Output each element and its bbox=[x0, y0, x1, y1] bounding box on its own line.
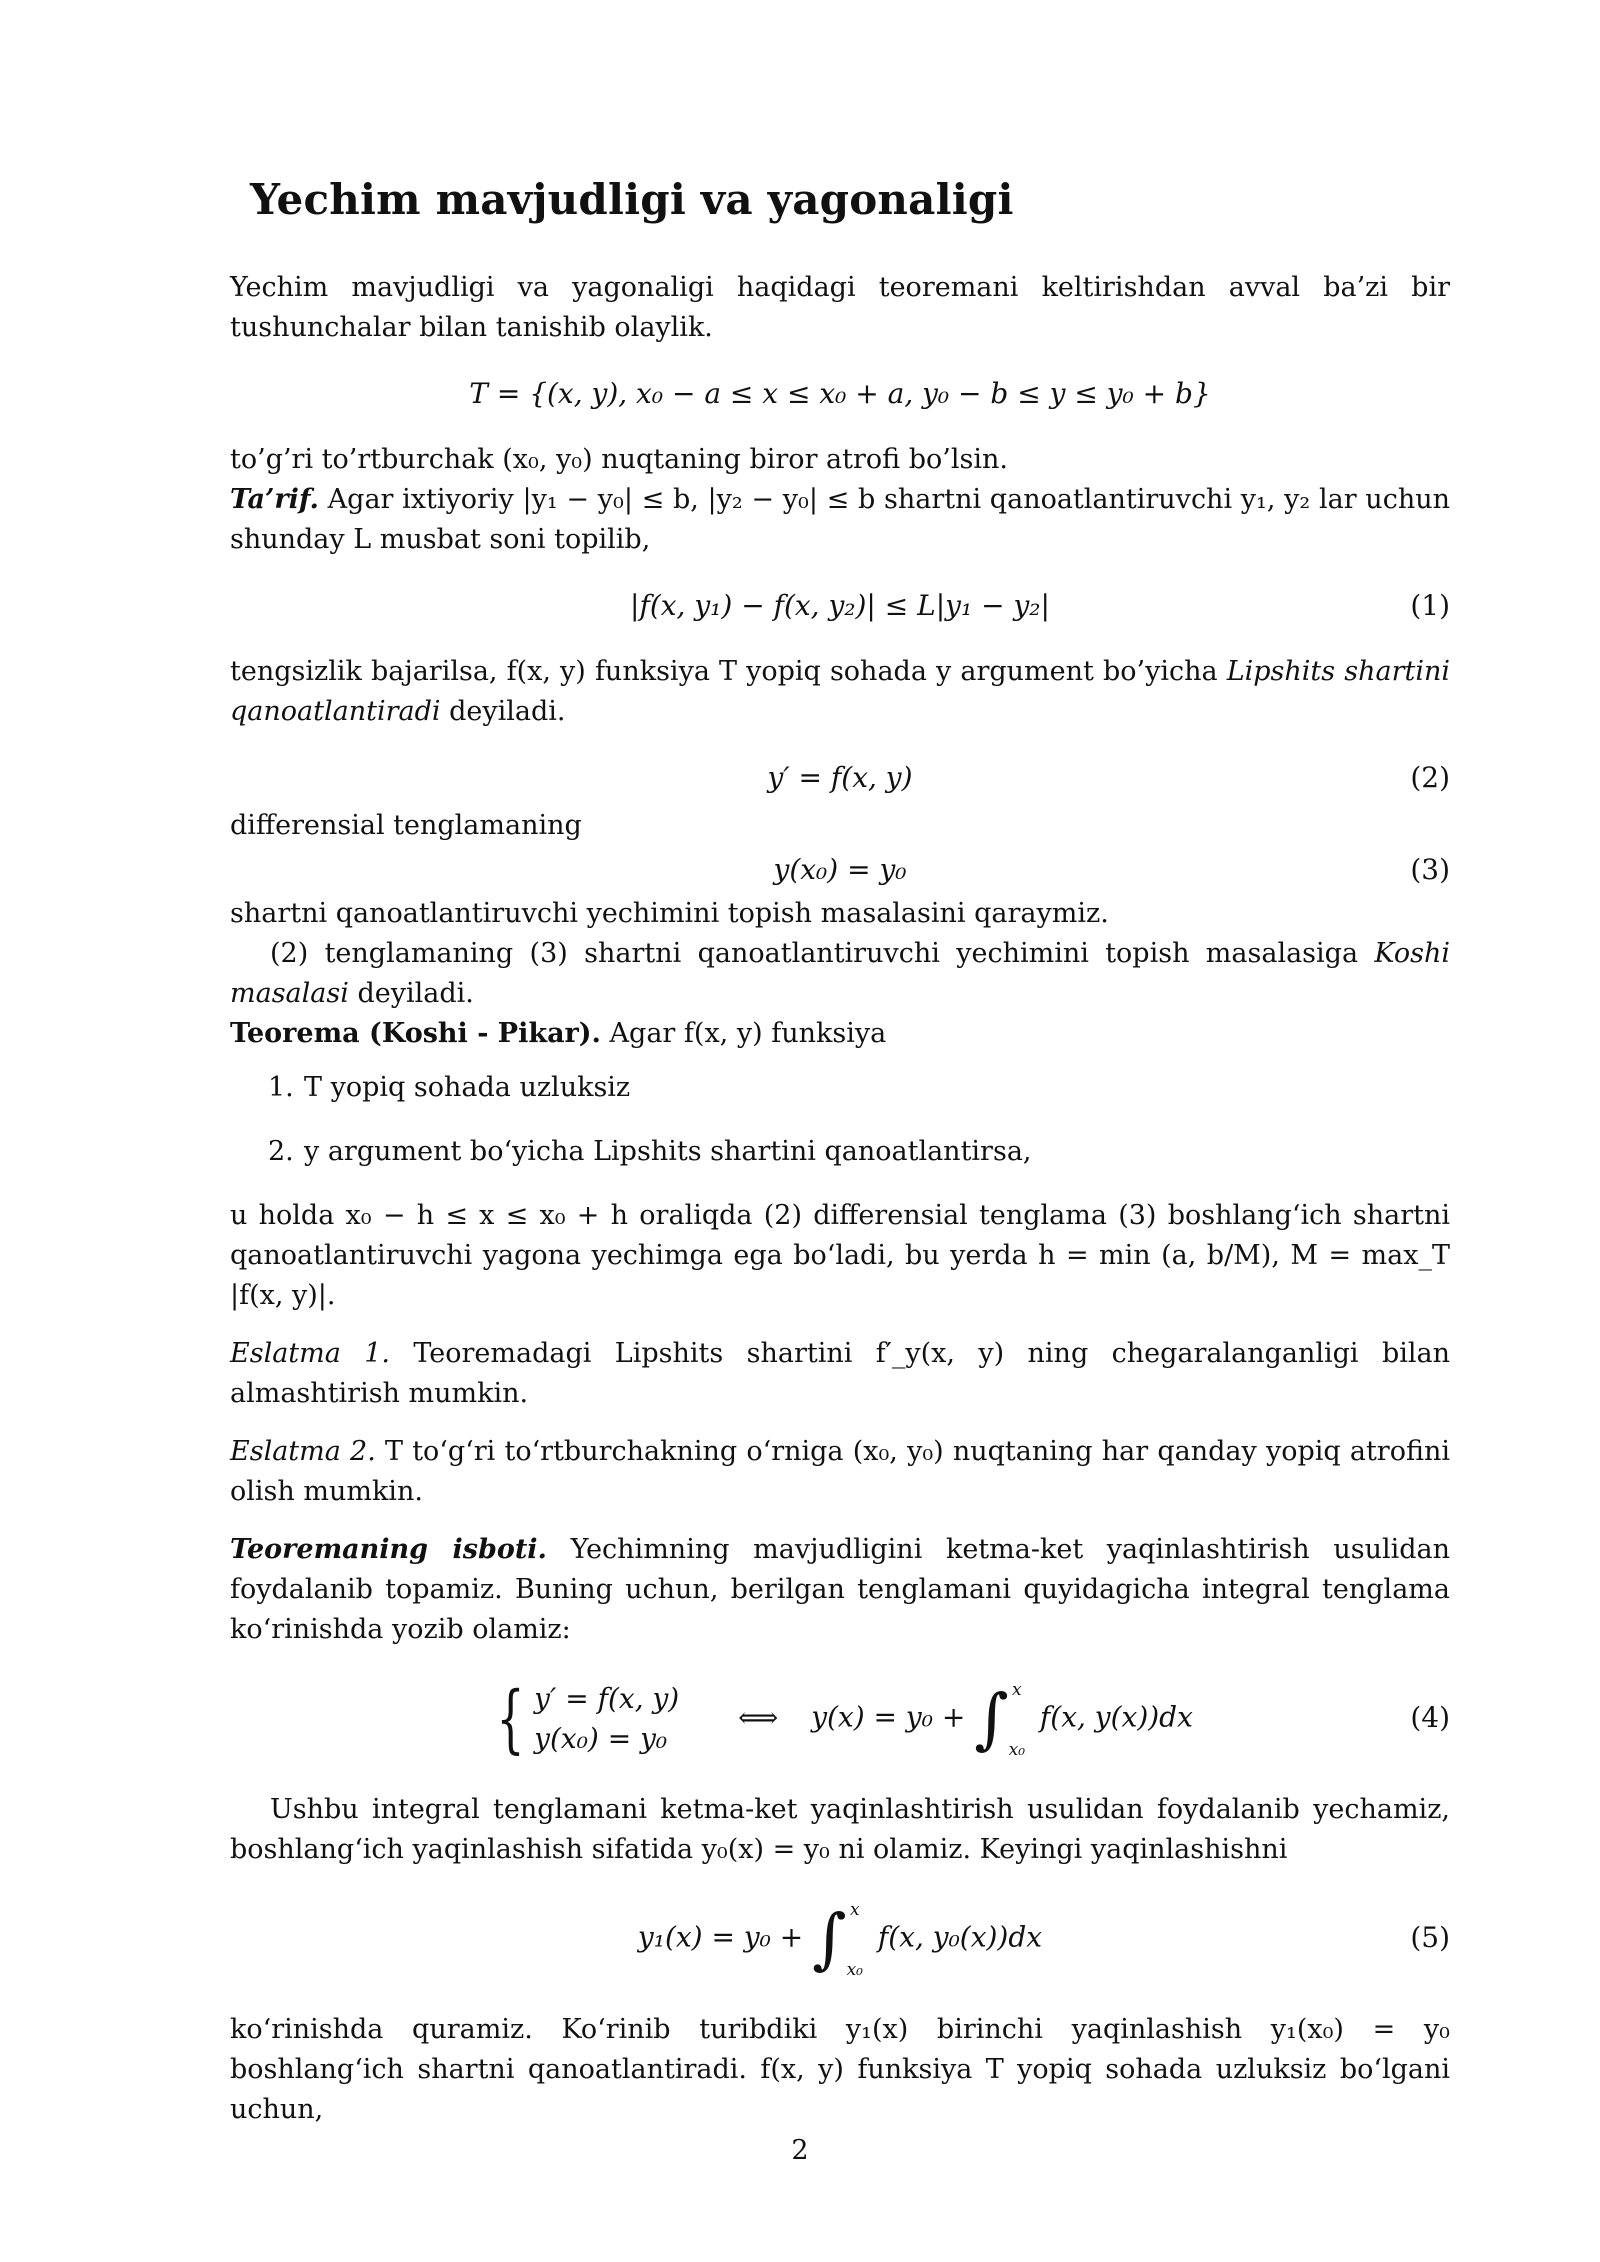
equation-4-rhs: f(x, y(x))dx bbox=[1039, 1700, 1193, 1734]
equation-T bbox=[230, 374, 1450, 414]
list-item bbox=[268, 1132, 1450, 1172]
remark-2 bbox=[230, 1432, 1450, 1512]
lipschitz-term: Lipshits shartini qanoatlantiradi bbox=[230, 656, 1450, 727]
equation-5-lhs: y₁(x) = y₀ + bbox=[637, 1920, 804, 1954]
section-title: Yechim mavjudligi va yagonaligi bbox=[250, 175, 1014, 224]
equation-4 bbox=[230, 1678, 1450, 1760]
page-number: 2 bbox=[791, 2135, 809, 2166]
equation-3-text: y(x₀) = y₀ bbox=[773, 853, 907, 886]
list-item-number: 2. bbox=[268, 1136, 294, 1167]
system-line-1: y′ = f(x, y) bbox=[534, 1682, 680, 1715]
conclusion-paragraph: u holda x₀ − h ≤ x ≤ x₀ + h oraliqda (2) differensial tenglama (3) boshlang‘ich shartni qanoatlantiruvchi yagona yechimga ega bo‘ladi, bu yerda h = min (a, b/M), M = max_T |f(x, y)|. bbox=[230, 1200, 1450, 1311]
list-item-text: T yopiq sohada uzluksiz bbox=[304, 1072, 631, 1103]
remark-2-label: Eslatma 2. bbox=[230, 1436, 376, 1467]
remark-1 bbox=[230, 1334, 1450, 1414]
remark-1-label: Eslatma 1. bbox=[230, 1338, 390, 1369]
theorem-label: Teorema (Koshi - Pikar). bbox=[230, 1018, 601, 1049]
integral-upper-limit: x bbox=[849, 1900, 860, 1920]
iteration-paragraph: Ushbu integral tenglamani ketma-ket yaqinlashtirish usulidan foydalanib yechamiz, boshlang‘ich yaqinlashish sifatida y₀(x) = y₀ ni olamiz. Keyingi yaqinlashishni bbox=[230, 1794, 1450, 1865]
differential-text: differensial tenglamaning bbox=[230, 810, 582, 841]
equation-2 bbox=[230, 758, 1450, 798]
definition-text: Agar ixtiyoriy |y₁ − y₀| ≤ b, |y₂ − y₀| ≤ b shartni qanoatlantiruvchi y₁, y₂ lar uchun shunday L musbat soni topilib, bbox=[230, 484, 1450, 555]
proof-text: Yechimning mavjudligini ketma-ket yaqinlashtirish usulidan foydalanib topamiz. Buning uchun, berilgan tenglamani quyidagicha integral tenglama ko‘rinishda yozib olamiz: bbox=[230, 1534, 1451, 1645]
equation-4-system bbox=[487, 1676, 680, 1762]
list-item-number: 1. bbox=[268, 1072, 294, 1103]
integral-upper-limit: x bbox=[1012, 1680, 1022, 1700]
remark-2-text: T to‘g‘ri to‘rtburchakning o‘rniga (x₀, y₀) nuqtaning har qanday yopiq atrofini olish mumkin. bbox=[230, 1436, 1450, 1507]
integral-lower-limit: x₀ bbox=[1008, 1740, 1026, 1760]
equation-4-lhs: y(x) = y₀ + bbox=[811, 1700, 966, 1734]
remark-1-text: Teoremadagi Lipshits shartini f′_y(x, y) ning chegaralanganligi bilan almashtirish mumkin. bbox=[230, 1338, 1450, 1409]
intro-paragraph: Yechim mavjudligi va yagonaligi haqidagi teoremani keltirishdan avval ba’zi bir tushunchalar bilan tanishib olaylik. bbox=[230, 272, 1450, 343]
equation-4-number: (4) bbox=[1410, 1701, 1450, 1734]
left-brace: { bbox=[496, 1676, 525, 1762]
list-item-text: y argument bo‘yicha Lipshits shartini qanoatlantirsa, bbox=[304, 1136, 1032, 1167]
equation-5 bbox=[230, 1898, 1450, 1980]
theorem-conditions-list bbox=[268, 1068, 1450, 1172]
rectangle-paragraph: to’g’ri to’rtburchak (x₀, y₀) nuqtaning biror atrofi bo’lsin. bbox=[230, 444, 1008, 475]
list-item bbox=[268, 1068, 1450, 1108]
equivalence-arrow: ⟺ bbox=[738, 1700, 779, 1734]
lipschitz-text-post: deyiladi. bbox=[440, 696, 566, 727]
page-content bbox=[230, 175, 1450, 2130]
equation-2-text: y′ = f(x, y) bbox=[767, 761, 913, 794]
equation-1-text: |f(x, y₁) − f(x, y₂)| ≤ L|y₁ − y₂| bbox=[630, 589, 1050, 622]
final-paragraph: ko‘rinishda quramiz. Ko‘rinib turibdiki y₁(x) birinchi yaqinlashish y₁(x₀) = y₀ boshlang‘ich shartni qanoatlantiradi. f(x, y) funksiya T yopiq sohada uzluksiz bo‘lgani uchun, bbox=[230, 2014, 1450, 2125]
condition-paragraph: shartni qanoatlantiruvchi yechimini topish masalasini qaraymiz. bbox=[230, 898, 1109, 929]
equation-1 bbox=[230, 586, 1450, 626]
theorem-text: Agar f(x, y) funksiya bbox=[600, 1018, 887, 1049]
integral-sign: ∫ x x₀ bbox=[812, 1898, 869, 1980]
definition-label: Ta’rif. bbox=[230, 484, 319, 515]
definition-paragraph bbox=[230, 480, 1450, 560]
proof-paragraph bbox=[230, 1530, 1450, 1650]
integral-sign: ∫ x x₀ bbox=[974, 1678, 1031, 1760]
cauchy-text-post: deyiladi. bbox=[348, 978, 474, 1009]
equation-T-text: T = {(x, y), x₀ − a ≤ x ≤ x₀ + a, y₀ − b ≤ y ≤ y₀ + b} bbox=[469, 377, 1211, 410]
equation-3-number: (3) bbox=[1410, 853, 1450, 886]
cauchy-term: Koshi masalasi bbox=[230, 938, 1450, 1009]
system-line-2: y(x₀) = y₀ bbox=[534, 1722, 668, 1755]
equation-1-number: (1) bbox=[1410, 589, 1450, 622]
equation-2-number: (2) bbox=[1410, 761, 1450, 794]
equation-5-rhs: f(x, y₀(x))dx bbox=[877, 1920, 1043, 1954]
proof-label: Teoremaning isboti. bbox=[230, 1534, 547, 1565]
lipschitz-text-pre: tengsizlik bajarilsa, f(x, y) funksiya T yopiq sohada y argument bo’yicha bbox=[230, 656, 1227, 687]
lipschitz-paragraph bbox=[230, 652, 1450, 732]
equation-5-number: (5) bbox=[1410, 1921, 1450, 1954]
cauchy-text-pre: (2) tenglamaning (3) shartni qanoatlantiruvchi yechimini topish masalasiga bbox=[270, 938, 1375, 969]
cauchy-paragraph bbox=[230, 934, 1450, 1014]
theorem-paragraph bbox=[230, 1014, 1450, 1054]
equation-3 bbox=[230, 850, 1450, 890]
integral-lower-limit: x₀ bbox=[846, 1960, 863, 1980]
